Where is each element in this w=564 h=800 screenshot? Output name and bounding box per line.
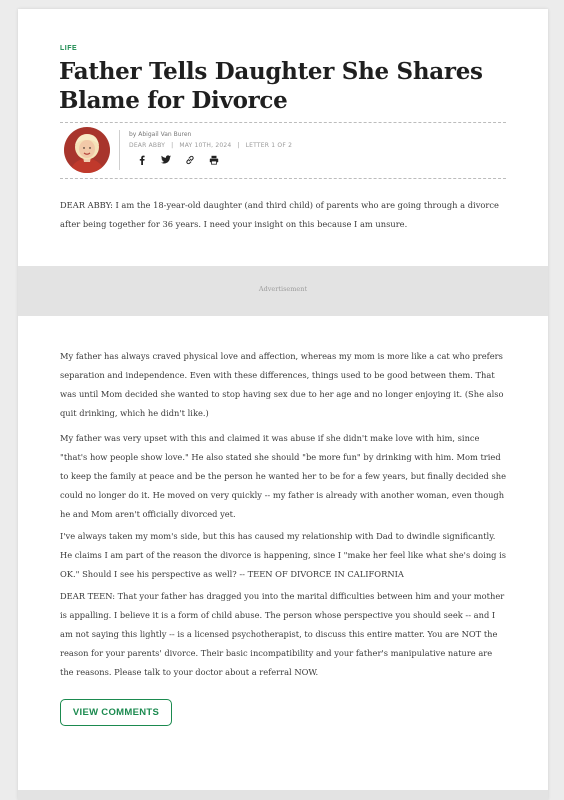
divider-bottom	[60, 178, 506, 179]
category-label[interactable]: LIFE	[60, 45, 78, 52]
article-paragraph-reply: DEAR TEEN: That your father has dragged you into the marital difficulties between him and your mother is appalling. I believe it is a form of child abuse. The person whose perspective you should seek -- and I am not saying this lightly -- is a licensed psychotherapist, to discuss this entire matter. You are NOT the reason for your parents' divorce. Their basic incompatibility and your father's manipulative nature are the reasons. Please talk to your doctor about a referral NOW.	[60, 591, 505, 677]
byline-divider	[119, 130, 120, 170]
author-avatar	[64, 127, 110, 173]
article-paragraph-intro: DEAR ABBY: I am the 18-year-old daughter (and third child) of parents who are going through a divorce after being together for 36 years. I need your insight on this because I am unsure.	[60, 200, 499, 229]
article-paragraph: My father has always craved physical love and affection, whereas my mom is more like a cat who prefers separation and independence. Even with these differences, things used to be good between them. That was until Mom decided she wanted to stop having sex due to her age and no longer enjoying it. (She also quit drinking, which he didn't like.)	[60, 351, 504, 418]
letter-count: LETTER 1 OF 2	[245, 142, 293, 149]
column-name[interactable]: DEAR ABBY	[129, 142, 166, 149]
twitter-icon[interactable]	[160, 154, 171, 165]
article-paragraph: I've always taken my mom's side, but this has caused my relationship with Dad to dwindle significantly. He claims I am part of the reason the divorce is happening, since I "make her feel like what she's doing is OK." Should I see his perspective as well? -- TEEN OF DIVORCE IN CALIFORNIA	[60, 531, 507, 579]
print-icon[interactable]	[208, 154, 219, 165]
publish-date: MAY 10TH, 2024	[179, 142, 232, 149]
divider-top	[60, 122, 506, 123]
ad-label: Advertisement	[258, 285, 308, 293]
article-meta: DEAR ABBY | MAY 10TH, 2024 | LETTER 1 OF 2	[129, 142, 293, 149]
article-headline: Father Tells Daughter She Shares Blame for Divorce	[59, 58, 483, 114]
view-comments-button[interactable]: VIEW COMMENTS	[60, 699, 172, 726]
article-card	[18, 9, 548, 800]
share-bar	[136, 154, 219, 165]
facebook-icon[interactable]	[136, 154, 147, 165]
link-icon[interactable]	[184, 154, 195, 165]
author-byline[interactable]: by Abigail Van Buren	[129, 131, 192, 138]
footer-band	[18, 790, 548, 800]
article-paragraph: My father was very upset with this and claimed it was abuse if she didn't make love with him, since "that's how people show love." He also stated she should "be more fun" by drinking with him. Mom tried to keep the family at peace and be the person he wanted her to be for a few years, but finally decided she could no longer do it. He moved on very quickly -- my father is already with another woman, even though he and Mom aren't officially divorced yet.	[60, 433, 506, 519]
